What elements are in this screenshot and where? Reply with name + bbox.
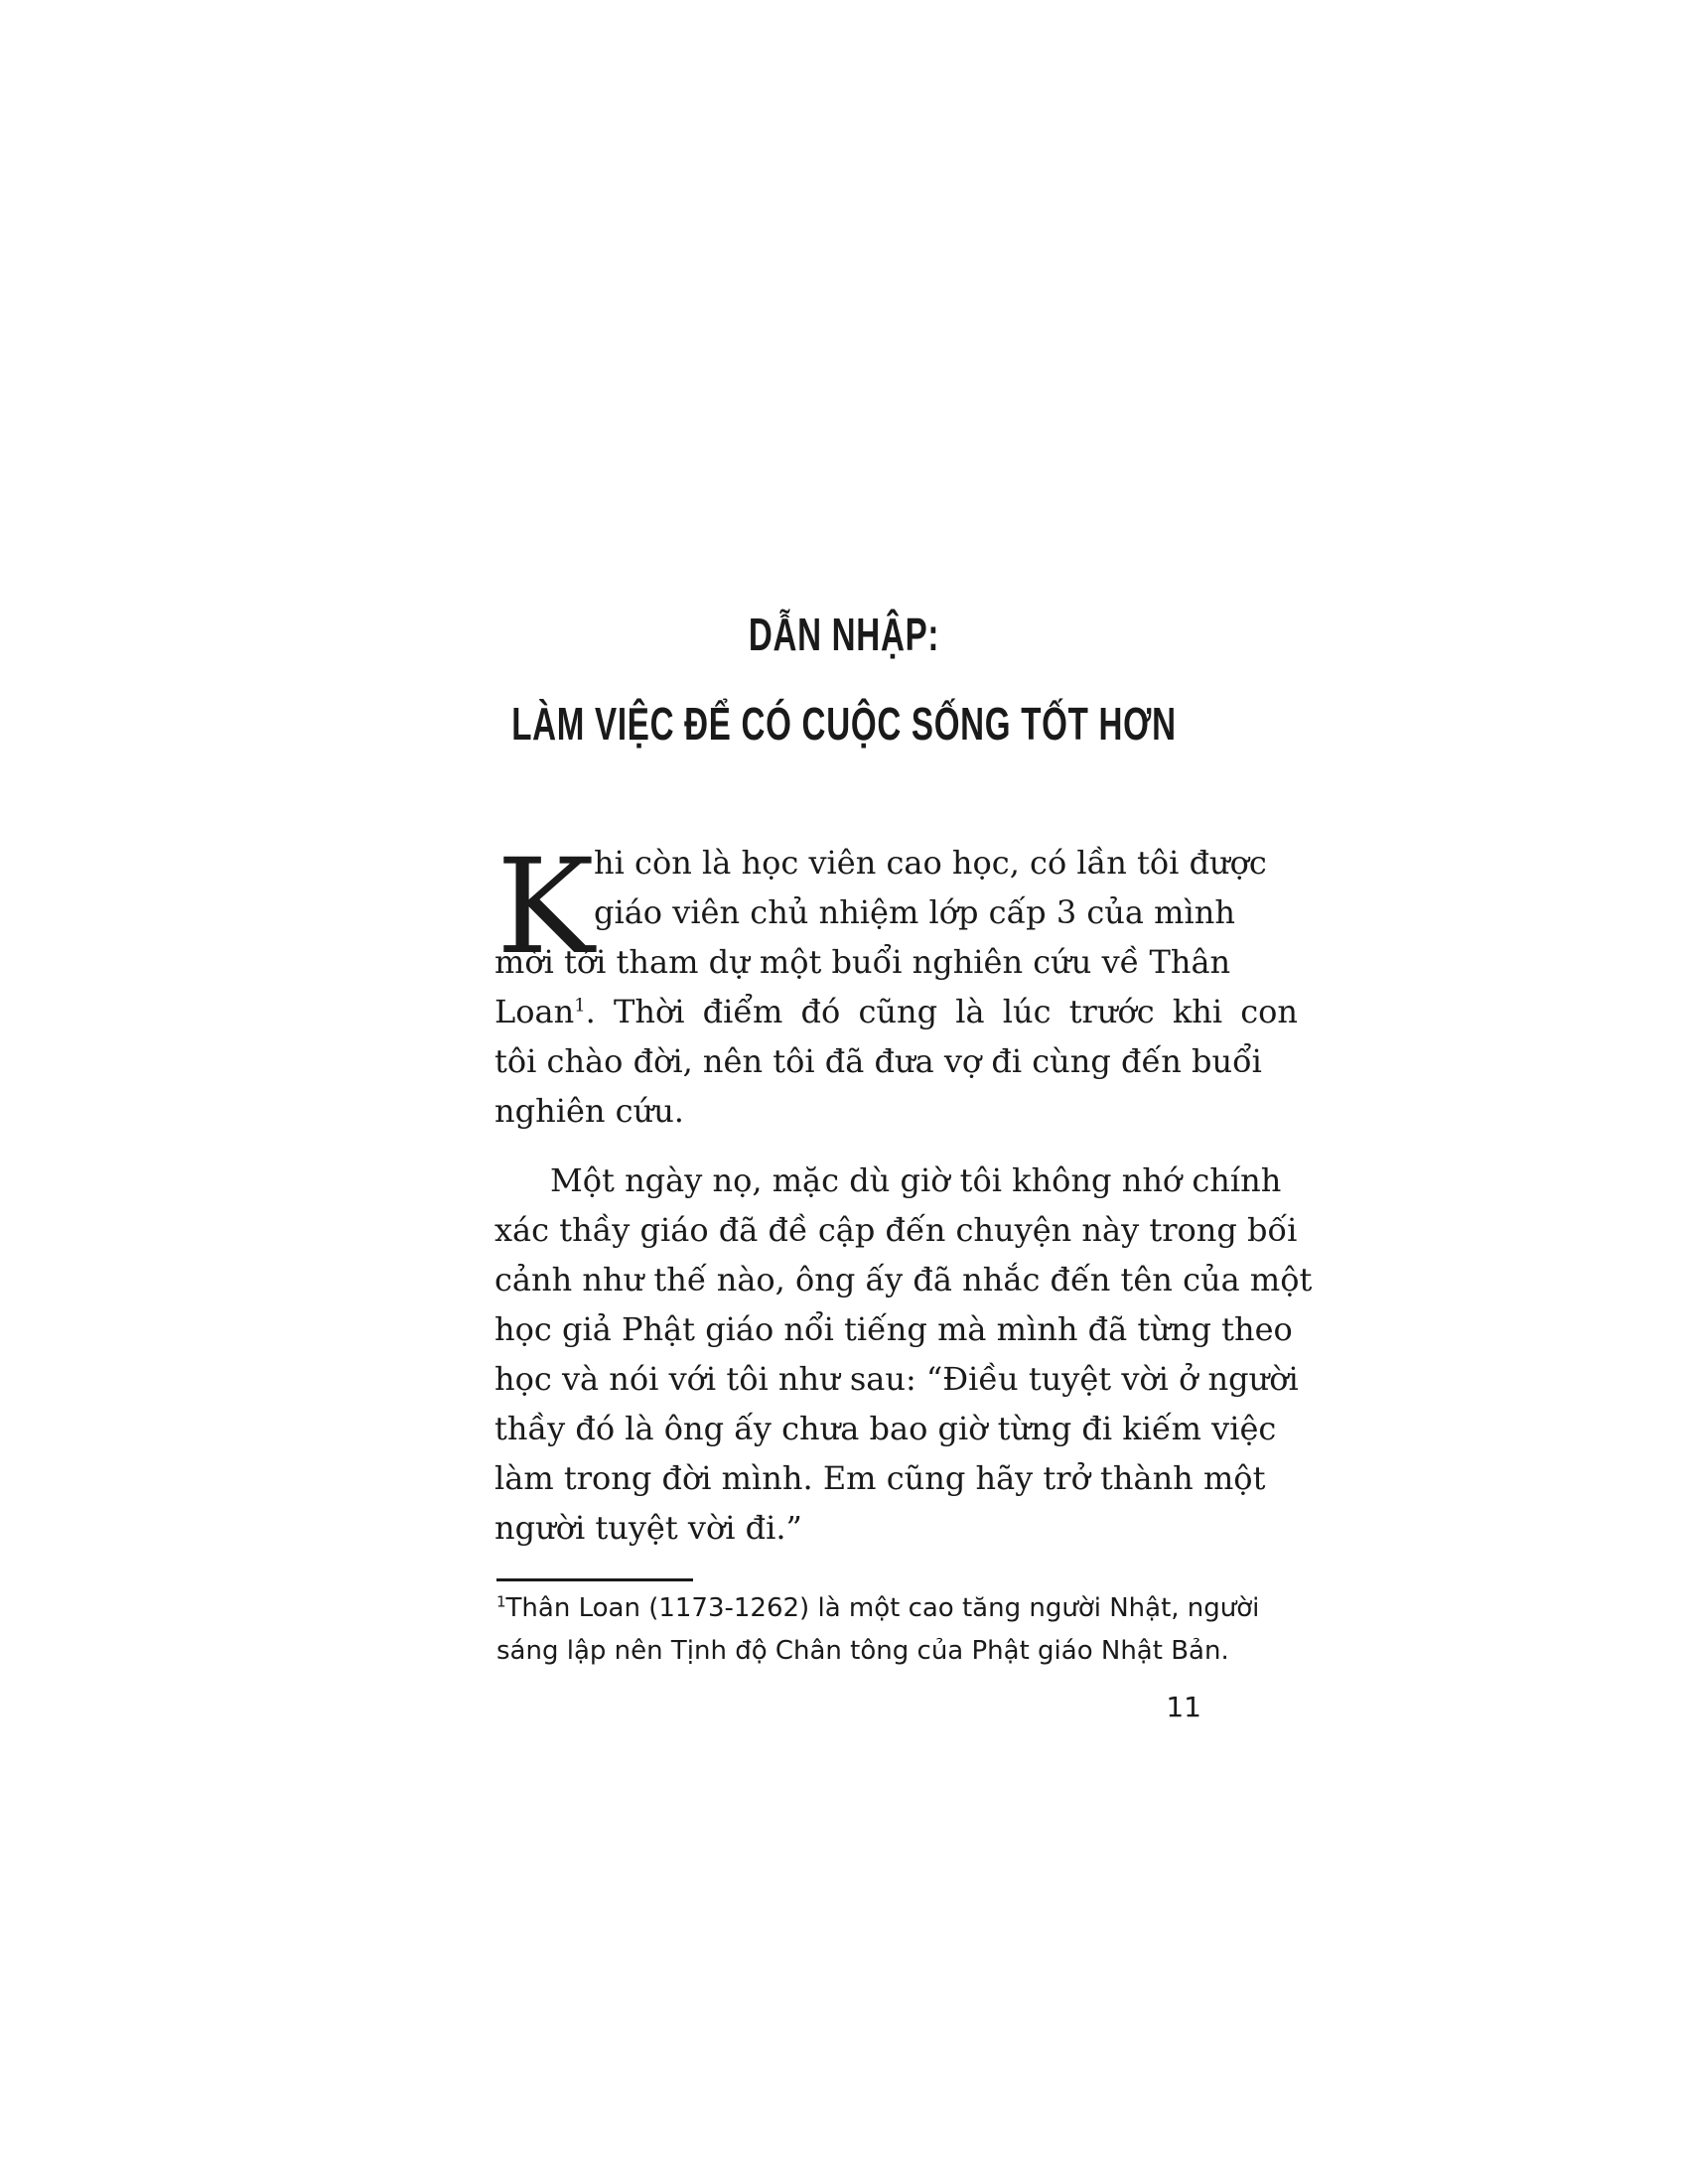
paragraph-line-with-footnote <box>494 993 1299 1030</box>
paragraph-line: giáo viên chủ nhiệm lớp cấp 3 của mình <box>594 893 1235 931</box>
paragraph-line: hi còn là học viên cao học, có lần tôi được <box>594 844 1267 882</box>
page-number: 11 <box>1166 1691 1201 1723</box>
paragraph-line: người tuyệt vời đi.” <box>494 1509 802 1547</box>
paragraph-line: nghiên cứu. <box>494 1092 684 1130</box>
paragraph-line: cảnh như thế nào, ông ấy đã nhắc đến tên của một <box>494 1261 1313 1298</box>
footnote-text: Thân Loan (1173-1262) là một cao tăng người Nhật, người <box>505 1593 1260 1623</box>
drop-cap: K <box>496 831 595 984</box>
footnote-marker: 1 <box>496 1592 506 1611</box>
paragraph-line: Một ngày nọ, mặc dù giờ tôi không nhớ chính <box>550 1161 1282 1199</box>
footnote-reference[interactable]: 1 <box>574 995 586 1017</box>
paragraph-line: thầy đó là ông ấy chưa bao giờ từng đi kiếm việc <box>494 1410 1277 1447</box>
paragraph-line: làm trong đời mình. Em cũng hãy trở thành một <box>494 1459 1266 1497</box>
chapter-label: DẪN NHẬP: <box>748 609 940 660</box>
paragraph-line: học và nói với tôi như sau: “Điều tuyệt vời ở người <box>494 1360 1299 1398</box>
footnote-divider <box>496 1578 693 1581</box>
paragraph-line: học giả Phật giáo nổi tiếng mà mình đã từng theo <box>494 1310 1293 1348</box>
paragraph-line: mời tới tham dự một buổi nghiên cứu về Thân <box>494 943 1231 981</box>
paragraph-line-text: . Thời điểm đó cũng là lúc trước khi con <box>585 993 1299 1030</box>
paragraph-line: tôi chào đời, nên tôi đã đưa vợ đi cùng đến buổi <box>494 1042 1262 1080</box>
footnote-anchor-text: Loan <box>494 993 575 1030</box>
chapter-title: LÀM VIỆC ĐỂ CÓ CUỘC SỐNG TỐT HƠN <box>511 698 1177 750</box>
footnote-line <box>496 1592 1260 1623</box>
paragraph-line: xác thầy giáo đã đề cập đến chuyện này trong bối <box>494 1211 1298 1249</box>
footnote-line: sáng lập nên Tịnh độ Chân tông của Phật giáo Nhật Bản. <box>496 1636 1229 1666</box>
